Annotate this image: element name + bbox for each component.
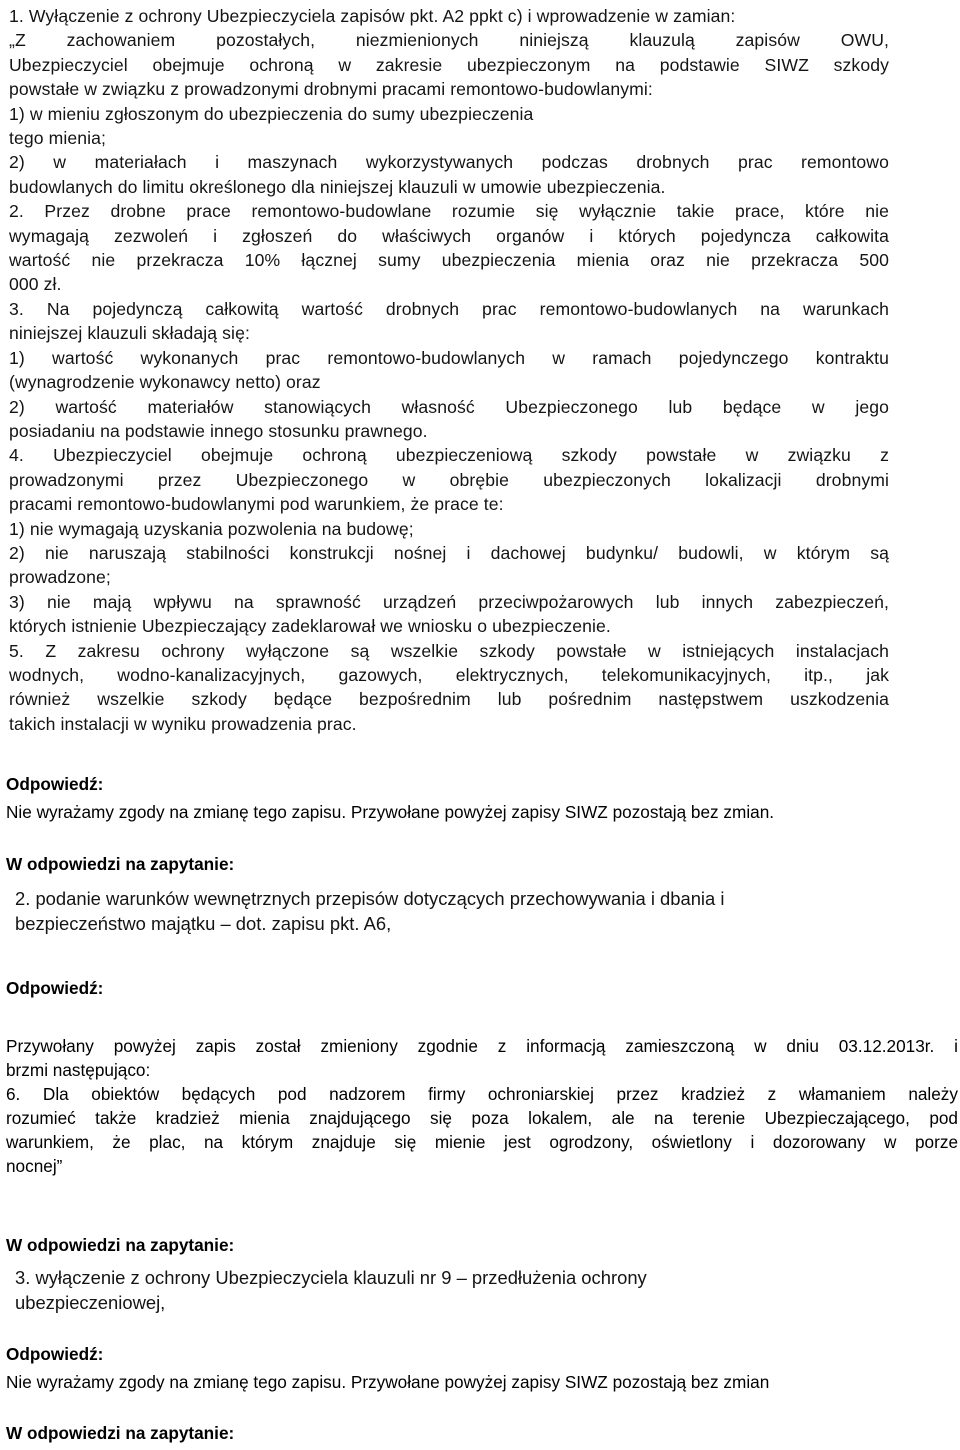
question-heading-2: W odpowiedzi na zapytanie: xyxy=(6,854,235,874)
clause-line: 2) w materiałach i maszynach wykorzystywanych podczas drobnych prac remontowo xyxy=(9,152,889,173)
scanned-question-2: 2. podanie warunków wewnętrznych przepisów dotyczących przechowywania i dbania i bezpieczeństwo majątku – dot. zapisu pkt. A6, xyxy=(15,888,725,934)
clause-line: Ubezpieczyciel obejmuje ochroną w zakresie ubezpieczonym na podstawie SIWZ szkody xyxy=(9,54,889,75)
scanned-clause-text xyxy=(9,4,889,736)
clause-line: których istnienie Ubezpieczający zadeklarował we wniosku o ubezpieczenie. xyxy=(9,616,611,637)
clause-line: 2) wartość materiałów stanowiących własność Ubezpieczonego lub będące w jego xyxy=(9,396,889,417)
clause-line: 2) nie naruszają stabilności konstrukcji nośnej i dachowej budynku/ budowli, w którym są xyxy=(9,542,889,563)
clause-line: posiadaniu na podstawie innego stosunku prawnego. xyxy=(9,420,428,441)
scanned-question-3: 3. wyłączenie z ochrony Ubezpieczyciela klauzuli nr 9 – przedłużenia ochrony ubezpieczeniowej, xyxy=(15,1267,647,1313)
answer-heading: Odpowiedź: xyxy=(6,774,104,794)
clause-line: 1) nie wymagają uzyskania pozwolenia na budowę; xyxy=(9,518,414,539)
answer-heading: Odpowiedź: xyxy=(6,1344,104,1364)
clause-line: wymagają zezwoleń i zgłoszeń do właściwych organów i których pojedyncza całkowita xyxy=(9,225,889,246)
clause-line: 2. Przez drobne prace remontowo-budowlane rozumie się wyłącznie takie prace, które nie xyxy=(9,201,889,222)
clause-line: (wynagrodzenie wykonawcy netto) oraz xyxy=(9,372,321,393)
clause-line: 3. Na pojedynczą całkowitą wartość drobnych prac remontowo-budowlanych na warunkach xyxy=(9,298,889,319)
clause-line: prowadzonymi przez Ubezpieczonego w obrębie ubezpieczonych lokalizacji drobnymi xyxy=(9,469,889,490)
clause-line: 1) wartość wykonanych prac remontowo-budowlanych w ramach pojedynczego kontraktu xyxy=(9,347,889,368)
clause-line: prowadzone; xyxy=(9,567,111,588)
answer-block-3 xyxy=(6,1342,958,1394)
answer-block-1 xyxy=(6,772,958,824)
answer-block-2: Odpowiedź: Przywołany powyżej zapis został zmieniony zgodnie z informacją zamieszczoną w dniu 03.12.2013r. i brzmi następująco: 6. Dla obiektów będących pod nadzorem firmy ochroniarskiej przez kradzież z włamaniem należy rozumieć także kradzież mienia znajdującego się poza lokalem, ale na terenie Ubezpieczającego, pod warunkiem, że plac, na którym znajduje się mienie jest ogrodzony, oświetlony i dozorowany w porze nocnej” xyxy=(6,978,958,1176)
answer-text: Nie wyrażamy zgody na zmianę tego zapisu. Przywołane powyżej zapisy SIWZ pozostają bez zmian xyxy=(6,1372,770,1392)
clause-line: pracami remontowo-budowlanymi pod warunkiem, że prace te: xyxy=(9,494,504,515)
clause-line: wodnych, wodno-kanalizacyjnych, gazowych, elektrycznych, telekomunikacyjnych, itp., jak xyxy=(9,664,889,685)
clause-line: 3) nie mają wpływu na sprawność urządzeń przeciwpożarowych lub innych zabezpieczeń, xyxy=(9,591,889,612)
clause-line: tego mienia; xyxy=(9,128,107,149)
clause-line: niniejszej klauzuli składają się: xyxy=(9,323,250,344)
clause-line: 1) w mieniu zgłoszonym do ubezpieczenia do sumy ubezpieczenia xyxy=(9,103,534,124)
clause-line: takich instalacji w wyniku prowadzenia prac. xyxy=(9,713,357,734)
clause-line: budowlanych do limitu określonego dla niniejszej klauzuli w umowie ubezpieczenia. xyxy=(9,176,666,197)
clause-line: 1. Wyłączenie z ochrony Ubezpieczyciela zapisów pkt. A2 ppkt c) i wprowadzenie w zamian: xyxy=(9,6,736,26)
question-heading-3: W odpowiedzi na zapytanie: xyxy=(6,1235,235,1255)
answer-text: Nie wyrażamy zgody na zmianę tego zapisu. Przywołane powyżej zapisy SIWZ pozostają bez zmian. xyxy=(6,802,775,822)
clause-line: 000 zł. xyxy=(9,274,62,295)
answer-heading: Odpowiedź: xyxy=(6,978,104,998)
clause-line: „Z zachowaniem pozostałych, niezmienionych niniejszą klauzulą zapisów OWU, xyxy=(9,30,889,51)
clause-line: również wszelkie szkody będące bezpośrednim lub pośrednim następstwem uszkodzenia xyxy=(9,689,889,710)
clause-line: 5. Z zakresu ochrony wyłączone są wszelkie szkody powstałe w istniejących instalacjach xyxy=(9,640,889,661)
question-heading-4: W odpowiedzi na zapytanie: xyxy=(6,1423,235,1443)
clause-line: 4. Ubezpieczyciel obejmuje ochroną ubezpieczeniową szkody powstałe w związku z xyxy=(9,445,889,466)
clause-line: powstałe w związku z prowadzonymi drobnymi pracami remontowo-budowlanymi: xyxy=(9,79,653,100)
clause-line: wartość nie przekracza 10% łącznej sumy ubezpieczenia mienia oraz nie przekracza 500 xyxy=(9,250,889,271)
